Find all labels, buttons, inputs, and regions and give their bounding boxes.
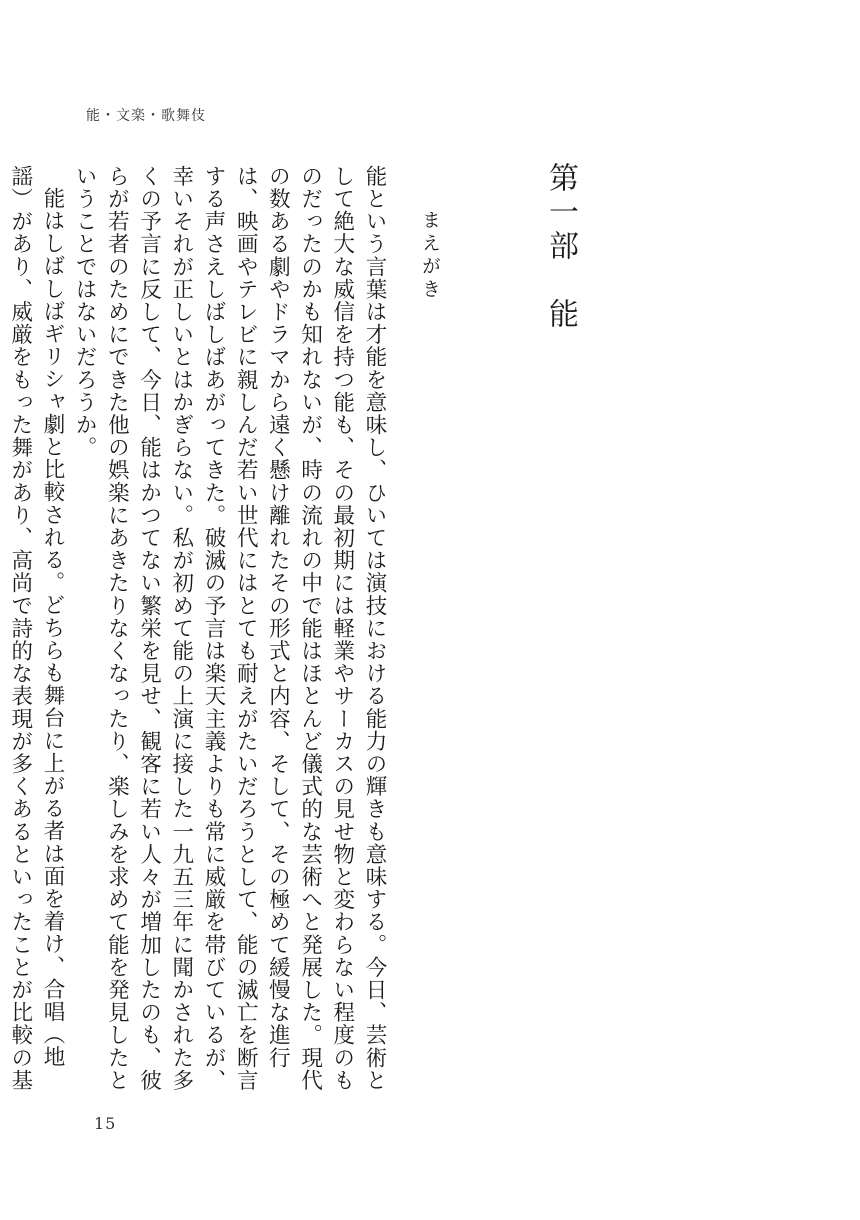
paragraph-1: 能という言葉は才能を意味し、ひいては演技における能力の輝きも意味する。今日、芸術として絶大な威信を持つ能も、その最初期には軽業やサーカスの見せ物と変わらない程度のものだったのかも知れないが、時の流れの中で能はほとんど儀式的な芸術へと発展した。現代の数ある劇やドラマから遠く懸け離れたその形式と内容、そして、その極めて緩慢な進行は、映画やテレビに親しんだ若い世代にはとても耐えがたいだろうとして、能の滅亡を断言する声さえしばしばあがってきた。破滅の予言は楽天主義よりも常に威厳を帯びているが、幸いそれが正しいとはかぎらない。私が初めて能の上演に接した一九五三年に聞かされた多くの予言に反して、今日、能はかつてない繁栄を見せ、観客に若い人々が増加したのも、彼らが若者のためにできた他の娯楽にあきたりなくなったり、楽しみを求めて能を発見したということではないだろうか。 [72,165,387,1092]
body-text [7,165,390,1095]
page-number: 15 [94,1114,117,1133]
section-title: まえがき [419,210,441,302]
part-title: 第一部 能 [543,162,578,332]
paragraph-2: 能はしばしばギリシャ劇と比較される。どちらも舞台に上がる者は面を着け、合唱（地謡）があり、威厳をもった舞があり、高尚で詩的な表現が多くあるといったことが比較の基 [7,165,65,1092]
running-head: 能・文楽・歌舞伎 [86,108,206,124]
